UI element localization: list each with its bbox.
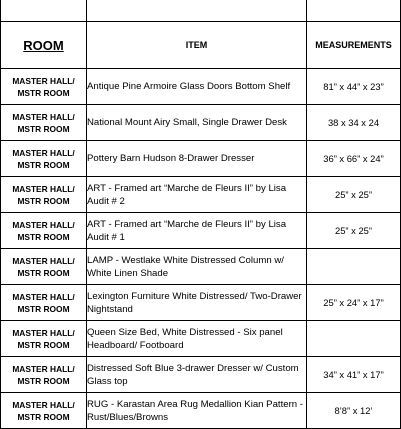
- item-cell: Pottery Barn Hudson 8-Drawer Dresser: [87, 141, 307, 177]
- room-cell: MASTER HALL/ MSTR ROOM: [1, 249, 87, 285]
- item-cell: Antique Pine Armoire Glass Doors Bottom Shelf: [87, 69, 307, 105]
- room-cell: MASTER HALL/ MSTR ROOM: [1, 213, 87, 249]
- measurements-cell: 81” x 44” x 23”: [307, 69, 401, 105]
- item-cell: Lexington Furniture White Distressed/ Two-Drawer Nightstand: [87, 285, 307, 321]
- table-row: [1, 285, 401, 321]
- item-cell: ART - Framed art “Marche de Fleurs II” by Lisa Audit # 1: [87, 213, 307, 249]
- room-cell: MASTER HALL/ MSTR ROOM: [1, 141, 87, 177]
- measurements-column-header: MEASUREMENTS: [307, 22, 401, 69]
- room-cell: MASTER HALL/ MSTR ROOM: [1, 393, 87, 429]
- header-row: [1, 22, 401, 69]
- room-cell: MASTER HALL/ MSTR ROOM: [1, 177, 87, 213]
- table-row: [1, 393, 401, 429]
- item-cell: Queen Size Bed, White Distressed - Six panel Headboard/ Footboard: [87, 321, 307, 357]
- stub-cell: [87, 0, 307, 22]
- measurements-cell: 38 x 34 x 24: [307, 105, 401, 141]
- room-cell: MASTER HALL/ MSTR ROOM: [1, 105, 87, 141]
- room-cell: MASTER HALL/ MSTR ROOM: [1, 69, 87, 105]
- room-cell: MASTER HALL/ MSTR ROOM: [1, 321, 87, 357]
- measurements-cell: [307, 321, 401, 357]
- stub-cell: [1, 0, 87, 22]
- measurements-cell: 8’8” x 12’: [307, 393, 401, 429]
- previous-row-stub: [1, 0, 401, 22]
- table-row: [1, 213, 401, 249]
- room-cell: MASTER HALL/ MSTR ROOM: [1, 357, 87, 393]
- table-row: [1, 249, 401, 285]
- item-cell: ART - Framed art “Marche de Fleurs II” by Lisa Audit # 2: [87, 177, 307, 213]
- table-row: [1, 357, 401, 393]
- item-column-header: ITEM: [87, 22, 307, 69]
- measurements-cell: 36” x 66” x 24”: [307, 141, 401, 177]
- item-cell: National Mount Airy Small, Single Drawer Desk: [87, 105, 307, 141]
- measurements-cell: [307, 249, 401, 285]
- table-row: [1, 177, 401, 213]
- room-column-header: ROOM: [1, 22, 87, 69]
- measurements-cell: 25” x 25”: [307, 213, 401, 249]
- measurements-cell: 34” x 41” x 17”: [307, 357, 401, 393]
- item-cell: RUG - Karastan Area Rug Medallion Kian Pattern - Rust/Blues/Browns: [87, 393, 307, 429]
- table-row: [1, 69, 401, 105]
- table-row: [1, 141, 401, 177]
- item-cell: Distressed Soft Blue 3-drawer Dresser w/ Custom Glass top: [87, 357, 307, 393]
- table-row: [1, 321, 401, 357]
- table-row: [1, 105, 401, 141]
- room-cell: MASTER HALL/ MSTR ROOM: [1, 285, 87, 321]
- item-cell: LAMP - Westlake White Distressed Column w/ White Linen Shade: [87, 249, 307, 285]
- stub-cell: [307, 0, 401, 22]
- measurements-cell: 25” x 24” x 17”: [307, 285, 401, 321]
- measurements-cell: 25” x 25”: [307, 177, 401, 213]
